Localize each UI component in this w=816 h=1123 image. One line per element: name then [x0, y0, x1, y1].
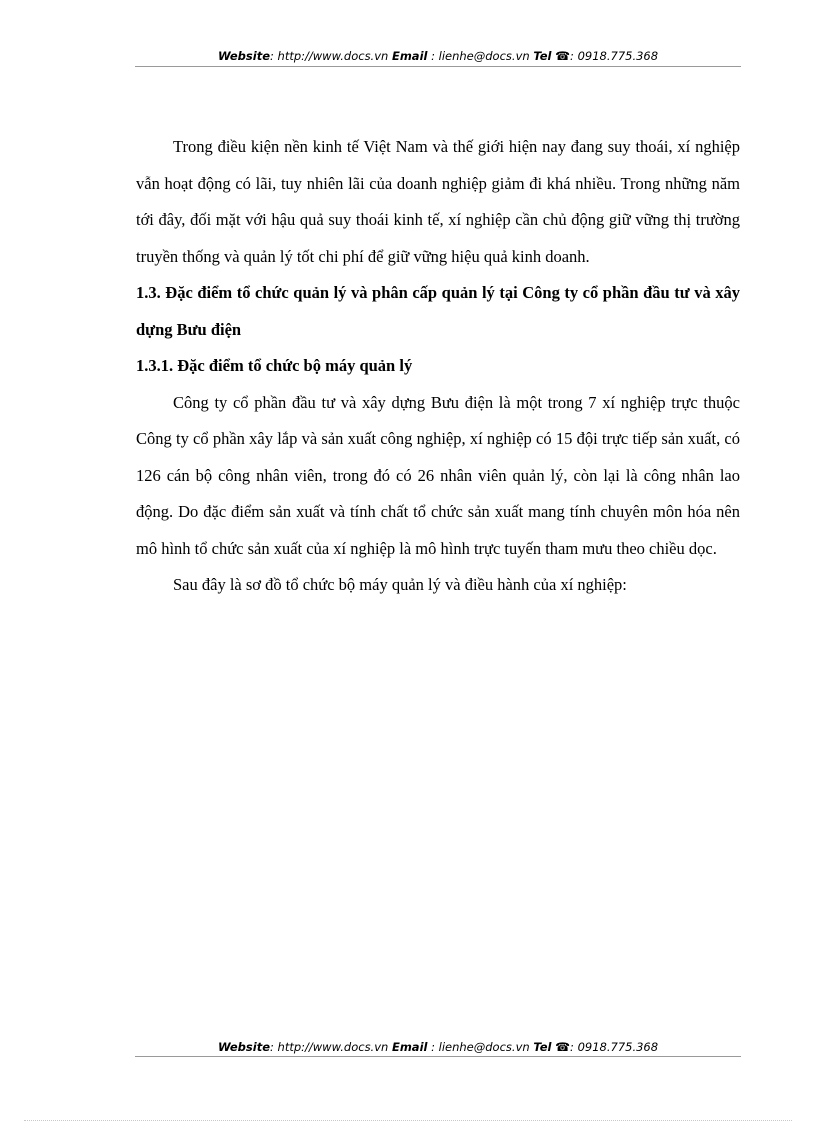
phone-icon: ☎ [555, 49, 571, 63]
paragraph-diagram-intro: Sau đây là sơ đồ tổ chức bộ máy quản lý và điều hành của xí nghiệp: [173, 575, 627, 594]
website-label: Website [217, 1040, 271, 1054]
email-address[interactable]: : lienhe@docs.vn [431, 49, 530, 63]
document-body [136, 129, 740, 604]
email-label: Email [391, 49, 428, 63]
email-address[interactable]: : lienhe@docs.vn [431, 1040, 530, 1054]
tel-number: : 0918.775.368 [570, 49, 659, 63]
tel-label: Tel [533, 49, 552, 63]
footer-rule [135, 1056, 741, 1057]
page-edge-divider [24, 1120, 792, 1121]
page-header [135, 48, 741, 64]
paragraph-intro: Trong điều kiện nền kinh tế Việt Nam và thế giới hiện nay đang suy thoái, xí nghiệp vẫn hoạt động có lãi, tuy nhiên lãi của doanh nghiệp giảm đi khá nhiều. Trong những năm tới đây, đối mặt với hậu quả suy thoái kinh tế, xí nghiệp cần chủ động giữ vững thị trường truyền thống và quản lý tốt chi phí để giữ vững hiệu quả kinh doanh. [136, 137, 740, 266]
tel-label: Tel [533, 1040, 552, 1054]
page-footer [135, 1039, 741, 1055]
email-label: Email [391, 1040, 428, 1054]
website-url[interactable]: : http://www.docs.vn [270, 1040, 389, 1054]
phone-icon: ☎ [555, 1040, 571, 1054]
header-rule [135, 66, 741, 67]
subsection-heading-1-3-1: 1.3.1. Đặc điểm tổ chức bộ máy quản lý [136, 356, 413, 375]
website-url[interactable]: : http://www.docs.vn [270, 49, 389, 63]
paragraph-company: Công ty cổ phần đầu tư và xây dựng Bưu điện là một trong 7 xí nghiệp trực thuộc Công ty cổ phần xây lắp và sản xuất công nghiệp, xí nghiệp có 15 đội trực tiếp sản xuất, có 126 cán bộ công nhân viên, trong đó có 26 nhân viên quản lý, còn lại là công nhân lao động. Do đặc điểm sản xuất và tính chất tổ chức sản xuất mang tính chuyên môn hóa nên mô hình tổ chức sản xuất của xí nghiệp là mô hình trực tuyến tham mưu theo chiều dọc. [136, 392, 740, 558]
website-label: Website [217, 49, 271, 63]
section-heading-1-3: 1.3. Đặc điểm tổ chức quản lý và phân cấp quản lý tại Công ty cổ phần đầu tư và xây dựng Bưu điện [136, 283, 740, 339]
tel-number: : 0918.775.368 [570, 1040, 659, 1054]
